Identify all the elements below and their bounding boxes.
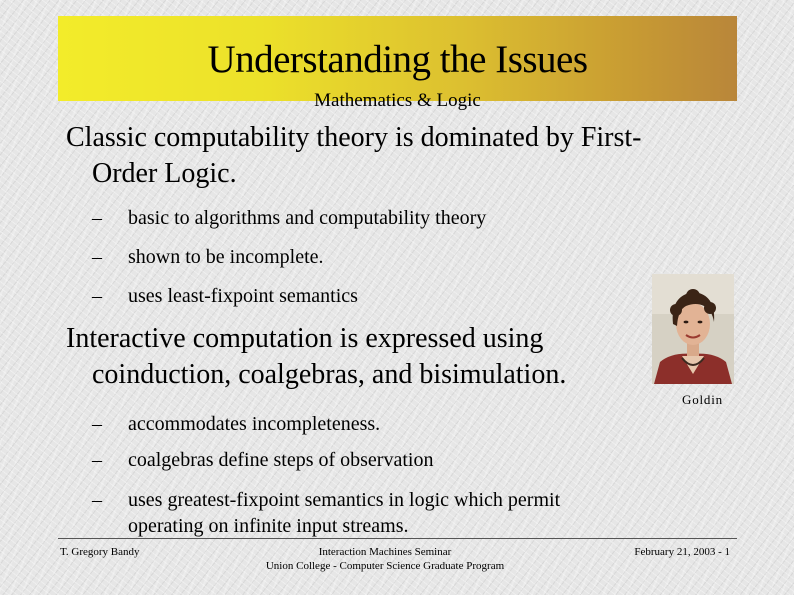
footer-date-page: February 21, 2003 - 1 [634,546,730,558]
photo-caption: Goldin [682,392,723,407]
main-point-2-line2: coinduction, coalgebras, and bisimulation. [92,359,567,390]
sub-point [92,411,712,437]
bullet-dash: – [92,246,102,268]
sub-point-text: uses greatest-fixpoint semantics in logic which permit [128,489,561,511]
sub-point [92,447,712,473]
bullet-dash: – [92,489,102,511]
main-point-1-line1: Classic computability theory is dominated by First- [66,122,642,153]
main-point-2 [66,321,736,393]
main-point-1-line2: Order Logic. [92,158,237,189]
slide-subtitle: Mathematics & Logic [314,90,481,111]
sub-point-text: uses least-fixpoint semantics [128,285,358,307]
sub-point [92,283,712,309]
bullet-dash: – [92,449,102,471]
slide-title: Understanding the Issues [207,38,588,81]
main-point-2-line1: Interactive computation is expressed using [66,323,544,354]
main-point-1 [66,120,736,192]
sub-point-text: accommodates incompleteness. [128,413,381,435]
portrait-image-icon [652,274,734,384]
footer-seminar-line1: Interaction Machines Seminar [318,546,452,558]
bullet-dash: – [92,207,102,229]
footer-seminar [240,545,530,573]
sub-point-text: shown to be incomplete. [128,246,324,268]
footer-divider [58,538,737,539]
sub-point [92,244,712,270]
title-banner [58,16,737,111]
portrait-photo [652,274,734,384]
sub-point [92,205,712,231]
sub-point [92,487,712,539]
bullet-dash: – [92,413,102,435]
footer-seminar-line2: Union College - Computer Science Graduate Program [265,560,505,572]
sub-point-text-continued: operating on infinite input streams. [128,515,409,537]
sub-point-text: coalgebras define steps of observation [128,449,434,471]
footer-author: T. Gregory Bandy [60,546,140,558]
bullet-dash: – [92,285,102,307]
sub-point-text: basic to algorithms and computability theory [128,207,487,229]
